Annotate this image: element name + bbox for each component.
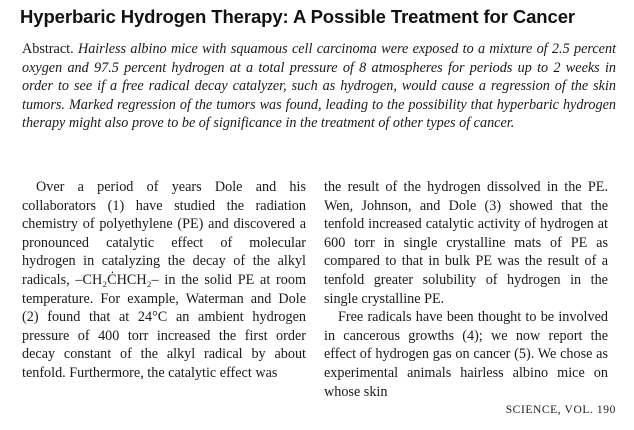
abstract <box>22 40 616 133</box>
abstract-text: Hairless albino mice with squamous cell carcinoma were exposed to a mixture of 2.5 percent oxygen and 97.5 percent hydrogen at a total pressure of 8 atmospheres for periods up to 2 weeks in order to see if a free radical decay catalyzer, such as hydrogen, would cause a regression of the skin tumors. Marked regression of the tumors was found, leading to the possibility that hyperbaric hydrogen therapy might also prove to be of significance in the treatment of other types of cancer. <box>22 41 617 132</box>
body-paragraph-2: the result of the hydrogen dissolved in the PE. Wen, Johnson, and Dole (3) showed that the tenfold increased catalytic activity of hydrogen at 600 torr in single crystalline mats of PE as compared to that in bulk PE was the result of a tenfold greater solubility of hydrogen in the single crystalline PE. <box>324 179 608 307</box>
article-title: Hyperbaric Hydrogen Therapy: A Possible Treatment for Cancer <box>20 6 575 27</box>
abstract-label: Abstract. <box>22 41 74 57</box>
body-paragraph-1: Over a period of years Dole and his collaborators (1) have studied the radiation chemistry of polyethylene (PE) and discovered a pronounced catalytic effect of molecular hydrogen in catalyzing the decay of the alkyl radicals, –CH₂ĊHCH₂– in the solid PE at room temperature. For example, Waterman and Dole (2) found that at 24°C an ambient hydrogen pressure of 400 torr increased the first order decay constant of the alkyl radical by about tenfold. Furthermore, the catalytic effect was <box>22 179 306 381</box>
body-column-right <box>324 178 608 401</box>
body-column-left <box>22 178 306 383</box>
page-footer: SCIENCE, VOL. 190 <box>505 404 616 416</box>
body-paragraph-3: Free radicals have been thought to be involved in cancerous growths (4); we now report the effect of hydrogen gas on cancer (5). We chose as experimental animals hairless albino mice on whose skin <box>324 309 608 400</box>
